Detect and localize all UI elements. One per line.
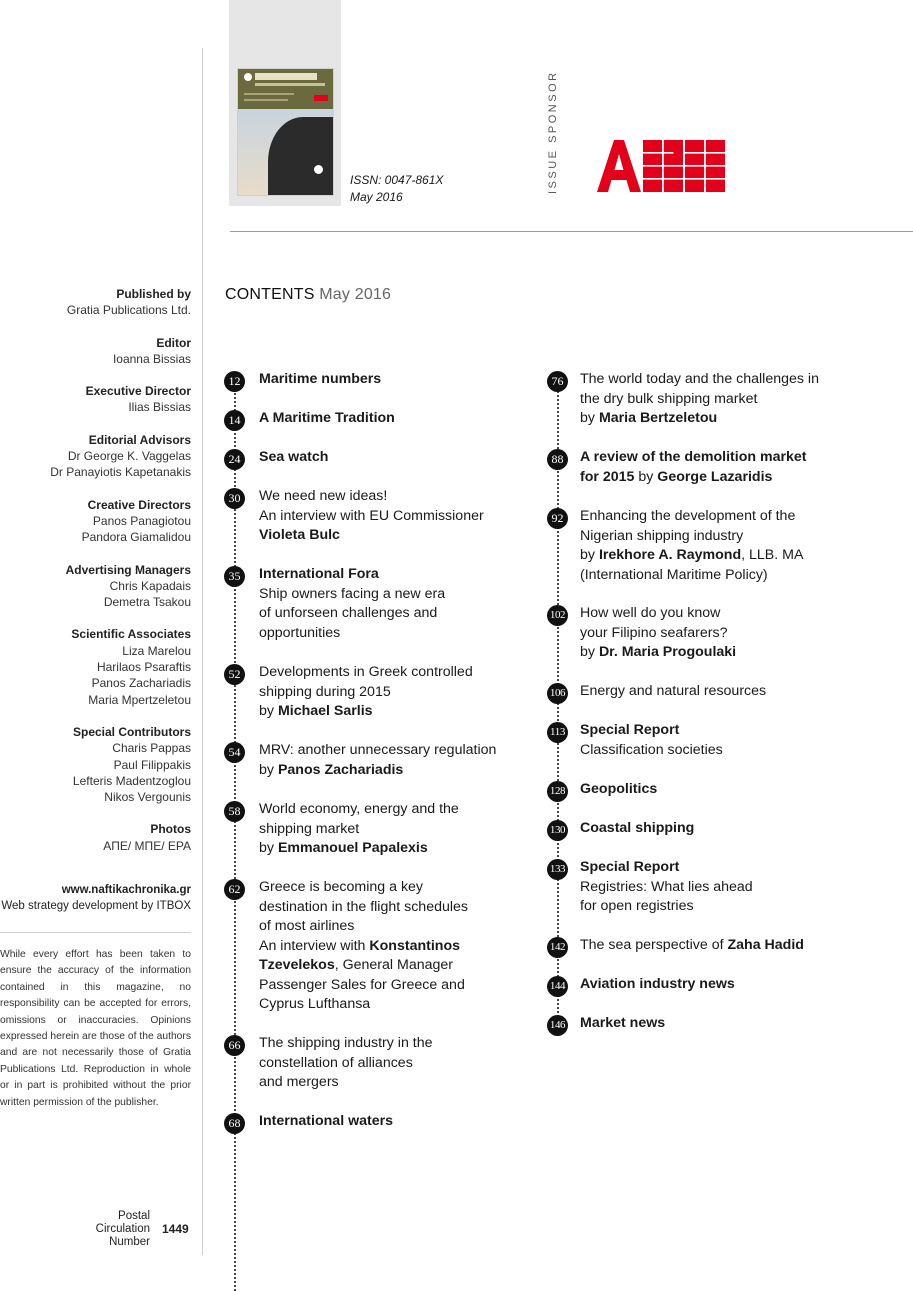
toc-entry-line <box>259 820 459 840</box>
toc-entry-text: Registries: What lies ahead <box>580 878 753 895</box>
toc-entry-line <box>259 663 473 683</box>
masthead-role: Published by <box>116 287 191 301</box>
toc-entry-text: of most airlines <box>259 918 355 934</box>
toc-entry[interactable] <box>259 448 328 468</box>
toc-entry-line <box>259 565 445 585</box>
toc-entry-bold-text: Panos Zachariadis <box>277 761 404 778</box>
toc-entry-line <box>259 409 395 429</box>
masthead-group <box>0 432 191 481</box>
masthead-role: Advertising Managers <box>65 562 191 577</box>
toc-page-number[interactable]: 130 <box>547 820 568 841</box>
toc-entry-line <box>580 370 819 390</box>
toc-entry-line <box>259 1073 433 1093</box>
toc-entry-line <box>259 839 459 859</box>
masthead-role: Photos <box>150 822 191 837</box>
toc-entry-line <box>259 878 468 898</box>
toc-entry[interactable] <box>259 663 473 722</box>
toc-entry-text: by <box>580 644 599 660</box>
masthead-name: Dr Panayiotis Kapetanakis <box>50 465 191 480</box>
masthead-role: Special Contributors <box>72 724 191 739</box>
cover-logo-icon <box>244 73 252 81</box>
toc-entry-line <box>580 566 803 586</box>
toc-entry-text: opportunities <box>259 624 341 641</box>
toc-entry-line <box>259 526 484 546</box>
toc-entry-bold-text: A review of the demolition market <box>580 449 807 465</box>
toc-entry-text: Greece is becoming a key <box>259 879 424 895</box>
toc-entry[interactable] <box>259 409 395 429</box>
cover-masthead <box>238 69 333 109</box>
toc-entry[interactable] <box>259 370 381 390</box>
toc-entry-text: the dry bulk shipping market <box>580 390 758 407</box>
masthead-name: Paul Filippakis <box>113 757 191 772</box>
disclaimer: While every effort has been taken to ensure the accuracy of the information contained in this magazine, no responsibility can be accepted for errors, omissions or inaccuracies. Opinions expressed herein are those of the authors and are not necessarily those of Gratia Publications Ltd. Reproduction in whole or in part is prohibited without the prior written permission of the publisher. <box>0 949 191 1108</box>
masthead-divider <box>0 932 191 933</box>
cover-abb-mark <box>314 95 328 101</box>
toc-page-number[interactable]: 92 <box>547 508 568 529</box>
masthead-role: Editorial Advisors <box>88 432 191 447</box>
toc-entry-text: An interview with <box>259 937 370 954</box>
toc-entry-bold-text: Maria Bertzeletou <box>598 410 718 426</box>
masthead-group <box>0 562 191 611</box>
toc-entry-bold-text: Coastal shipping <box>580 820 695 836</box>
toc-entry[interactable] <box>580 370 819 429</box>
toc-entry-text: by <box>259 703 278 719</box>
toc-entry-line <box>580 390 819 410</box>
toc-entry-line <box>580 721 723 741</box>
toc-entry-line <box>259 1054 433 1074</box>
toc-entry-line <box>259 507 484 527</box>
toc-entry-text: The world today and the challenges in <box>580 371 819 387</box>
toc-entry-text: Nigerian shipping industry <box>580 527 744 544</box>
masthead-role: Creative Directors <box>87 497 191 512</box>
toc-entry-text: destination in the flight schedules <box>259 898 469 915</box>
toc-entry-line <box>259 976 468 996</box>
toc-entry-text: by <box>634 468 658 485</box>
toc-page-number[interactable]: 52 <box>224 664 245 685</box>
toc-entry-text: and mergers <box>259 1074 339 1090</box>
toc-entry[interactable] <box>580 819 694 839</box>
toc-entry-bold-text: Sea watch <box>259 449 329 465</box>
toc-entry-bold-text: Violeta Bulc <box>259 527 340 543</box>
toc-page-number[interactable]: 66 <box>224 1035 245 1056</box>
toc-entry-text: Cyprus Lufthansa <box>259 996 371 1012</box>
toc-entry-line <box>259 1112 393 1132</box>
masthead-name: Demetra Tsakou <box>103 595 191 610</box>
masthead-name: Ilias Bissias <box>128 400 191 415</box>
toc-entry-text: your Filipino seafarers? <box>580 624 728 641</box>
toc-entry-text: World economy, energy and the <box>259 801 459 817</box>
toc-entry-line <box>259 370 381 390</box>
toc-entry-bold-text: Geopolitics <box>580 781 658 797</box>
toc-entry-line <box>580 546 803 566</box>
toc-entry-text: (International Maritime Policy) <box>580 566 768 583</box>
toc-entry[interactable] <box>259 878 468 1015</box>
toc-page-number[interactable]: 146 <box>547 1015 568 1036</box>
masthead-name: Pandora Giamalidou <box>81 530 191 545</box>
toc-entry-line <box>580 448 807 468</box>
toc-page-number[interactable]: 14 <box>224 410 245 431</box>
toc-entry-bold-text: Irekhore A. Raymond <box>598 547 742 563</box>
toc-entry-bold-text: Market news <box>580 1015 666 1031</box>
toc-entry[interactable] <box>259 741 496 780</box>
toc-entry-line <box>580 507 803 527</box>
masthead-name: Lefteris Madentzoglou <box>72 773 191 788</box>
masthead-name: ΑΠΕ/ ΜΠΕ/ EPA <box>103 838 191 853</box>
column-divider <box>202 48 203 1255</box>
masthead-name: Panos Zachariadis <box>91 676 191 691</box>
toc-entry-text: MRV: another unnecessary regulation <box>259 742 497 758</box>
toc-entry-line <box>259 956 468 976</box>
toc-page-number[interactable]: 102 <box>547 605 568 626</box>
masthead-name: Chris Kapadais <box>109 578 191 593</box>
toc-entry-line <box>259 937 468 957</box>
masthead-role: Editor <box>156 335 191 350</box>
toc-entry-bold-text: Emmanouel Papalexis <box>277 840 428 856</box>
masthead-name: Harilaos Psaraftis <box>96 660 191 675</box>
toc-entry-bold-text: for 2015 <box>580 468 635 485</box>
toc-entry-bold-text: Aviation industry news <box>580 976 735 992</box>
toc-entry-text: by <box>580 410 599 426</box>
masthead-role: Executive Director <box>85 384 191 399</box>
masthead-name: Panos Panagiotou <box>92 513 191 528</box>
toc-entry-text: We need new ideas! <box>259 488 388 504</box>
toc-entry[interactable] <box>259 1112 393 1132</box>
contents-date: May 2016 <box>319 286 392 303</box>
toc-entry-text: The shipping industry in the <box>259 1035 433 1051</box>
toc-entry[interactable] <box>580 1014 665 1034</box>
toc-entry-line <box>580 604 736 624</box>
toc-entry[interactable] <box>580 858 753 917</box>
toc-page-number[interactable]: 113 <box>547 722 568 743</box>
toc-entry-bold-text: International waters <box>259 1113 394 1129</box>
toc-entry-text: Passenger Sales for Greece and <box>259 976 465 993</box>
toc-page-number[interactable]: 144 <box>547 976 568 997</box>
toc-entry-text: by <box>580 547 599 563</box>
toc-page-number[interactable]: 24 <box>224 449 245 470</box>
masthead-name: Dr George K. Vaggelas <box>67 449 191 464</box>
toc-entry-line <box>580 527 803 547</box>
toc-entry-line <box>580 741 723 761</box>
toc-entry-text: Developments in Greek controlled <box>259 664 473 680</box>
toc-page-number[interactable]: 35 <box>224 566 245 587</box>
website-block <box>0 882 191 914</box>
toc-page-number[interactable]: 62 <box>224 879 245 900</box>
toc-entry-text: by <box>259 840 278 856</box>
masthead-group <box>0 821 191 854</box>
toc-page-number[interactable]: 106 <box>547 683 568 704</box>
toc-entry-line <box>580 897 753 917</box>
toc-entry-line <box>259 898 468 918</box>
toc-entry[interactable] <box>580 682 766 702</box>
toc-entry[interactable] <box>580 507 803 585</box>
toc-entry[interactable] <box>259 565 445 643</box>
toc-entry[interactable] <box>580 975 735 995</box>
toc-entry-bold-text: George Lazaridis <box>657 468 773 485</box>
toc-entry[interactable] <box>580 780 657 800</box>
toc-entry-line <box>580 878 753 898</box>
web-credit: Web strategy development by ITBOX <box>1 900 191 912</box>
toc-entry-text: by <box>259 761 278 778</box>
toc-entry-line <box>580 858 753 878</box>
header-divider <box>230 231 913 232</box>
masthead-group <box>0 626 191 707</box>
toc-entry-bold-text: Konstantinos <box>369 937 461 954</box>
toc-entry-text: constellation of alliances <box>259 1054 413 1071</box>
toc-entry-line <box>259 995 468 1015</box>
toc-entry[interactable] <box>259 800 459 859</box>
contents-title <box>225 286 391 304</box>
issue-info <box>350 172 443 206</box>
toc-entry-line <box>580 1014 665 1034</box>
toc-entry-text: Ship owners facing a new era <box>259 585 446 602</box>
toc-entry-bold-text: Michael Sarlis <box>277 703 373 719</box>
masthead-name: Maria Mpertzeletou <box>88 692 191 707</box>
toc-page-number[interactable]: 68 <box>224 1113 245 1134</box>
ship-hull-image <box>268 117 334 196</box>
toc-entry-line <box>580 468 807 488</box>
toc-entry-text: , General Manager <box>334 957 454 973</box>
contents-label: CONTENTS <box>225 286 315 303</box>
toc-entry-line <box>259 624 445 644</box>
toc-entry-text: An interview with EU Commissioner <box>259 507 484 524</box>
masthead-group <box>0 497 191 546</box>
masthead-group <box>0 286 191 319</box>
toc-entry-line <box>259 741 496 761</box>
toc-entry-line <box>580 643 736 663</box>
toc-entry-line <box>259 448 328 468</box>
toc-entry-line <box>259 702 473 722</box>
toc-entry-bold-text: A Maritime Tradition <box>259 410 395 426</box>
toc-entry-line <box>259 1034 433 1054</box>
toc-entry-line <box>580 409 819 429</box>
toc-entry-bold-text: Dr. Maria Progoulaki <box>598 644 737 660</box>
postal-label: Postal Circulation Number <box>95 1210 150 1248</box>
toc-entry-text: The sea perspective of <box>580 937 728 953</box>
toc-entry-text: shipping during 2015 <box>259 683 391 700</box>
masthead-group <box>0 335 191 368</box>
toc-entry-text: shipping market <box>259 820 360 837</box>
masthead-name: Ioanna Bissias <box>112 351 191 366</box>
masthead-group <box>0 383 191 416</box>
toc-entry-line <box>580 780 657 800</box>
toc-entry[interactable] <box>259 487 484 546</box>
toc-entry-line <box>259 800 459 820</box>
toc-entry[interactable] <box>580 604 736 663</box>
masthead-name: Nikos Vergounis <box>104 790 191 805</box>
toc-page-number[interactable]: 30 <box>224 488 245 509</box>
toc-page-number[interactable]: 12 <box>224 371 245 392</box>
toc-entry-line <box>259 585 445 605</box>
toc-page-number[interactable]: 88 <box>547 449 568 470</box>
toc-entry-bold-text: Special Report <box>580 859 680 875</box>
toc-page-number[interactable]: 128 <box>547 781 568 802</box>
issue-sponsor-label: ISSUE SPONSOR <box>547 70 559 194</box>
toc-page-number[interactable]: 76 <box>547 371 568 392</box>
toc-dotted-line <box>234 380 236 1291</box>
toc-entry-text: Classification societies <box>580 741 723 758</box>
masthead-name: Liza Marelou <box>122 643 191 658</box>
toc-page-number[interactable]: 133 <box>547 859 568 880</box>
toc-entry-line <box>259 683 473 703</box>
toc-entry[interactable] <box>580 448 807 487</box>
cover-thumbnail <box>237 68 334 196</box>
toc-entry-line <box>259 761 496 781</box>
toc-entry-bold-text: Tzevelekos <box>259 957 335 973</box>
toc-entry-line <box>580 936 804 956</box>
toc-entry-line <box>580 624 736 644</box>
toc-entry-line <box>259 917 468 937</box>
toc-entry-line <box>580 975 735 995</box>
toc-entry-text: , LLB. MA <box>741 547 804 563</box>
toc-entry-bold-text: Zaha Hadid <box>727 937 804 953</box>
toc-entry-text: Energy and natural resources <box>580 683 767 699</box>
toc-entry[interactable] <box>580 721 723 760</box>
toc-page-number[interactable]: 142 <box>547 937 568 958</box>
masthead-role: Scientific Associates <box>71 627 191 642</box>
issn: ISSN: 0047-861X <box>350 173 444 187</box>
masthead-name: Charis Pappas <box>112 741 191 756</box>
toc-entry[interactable] <box>259 1034 433 1093</box>
postal-number: 1449 <box>162 1222 189 1236</box>
toc-page-number[interactable]: 54 <box>224 742 245 763</box>
toc-entry-text: Enhancing the development of the <box>580 508 796 524</box>
masthead-name: Gratia Publications Ltd. <box>66 303 191 318</box>
masthead <box>0 286 191 870</box>
website-link[interactable]: www.naftikachronika.gr <box>61 884 191 896</box>
toc-entry-line <box>580 682 766 702</box>
toc-entry-bold-text: Maritime numbers <box>259 371 382 387</box>
toc-entry-bold-text: Special Report <box>580 722 680 738</box>
toc-entry-line <box>259 604 445 624</box>
toc-entry-line <box>580 819 694 839</box>
abb-logo <box>597 140 725 192</box>
toc-entry[interactable] <box>580 936 804 956</box>
issue-date: May 2016 <box>350 190 403 204</box>
toc-page-number[interactable]: 58 <box>224 801 245 822</box>
toc-entry-bold-text: International Fora <box>259 566 379 582</box>
toc-entry-line <box>259 487 484 507</box>
toc-entry-text: for open registries <box>580 898 694 914</box>
toc-entry-text: How well do you know <box>580 605 721 621</box>
toc-entry-text: of unforseen challenges and <box>259 605 438 621</box>
masthead-group <box>0 724 191 805</box>
